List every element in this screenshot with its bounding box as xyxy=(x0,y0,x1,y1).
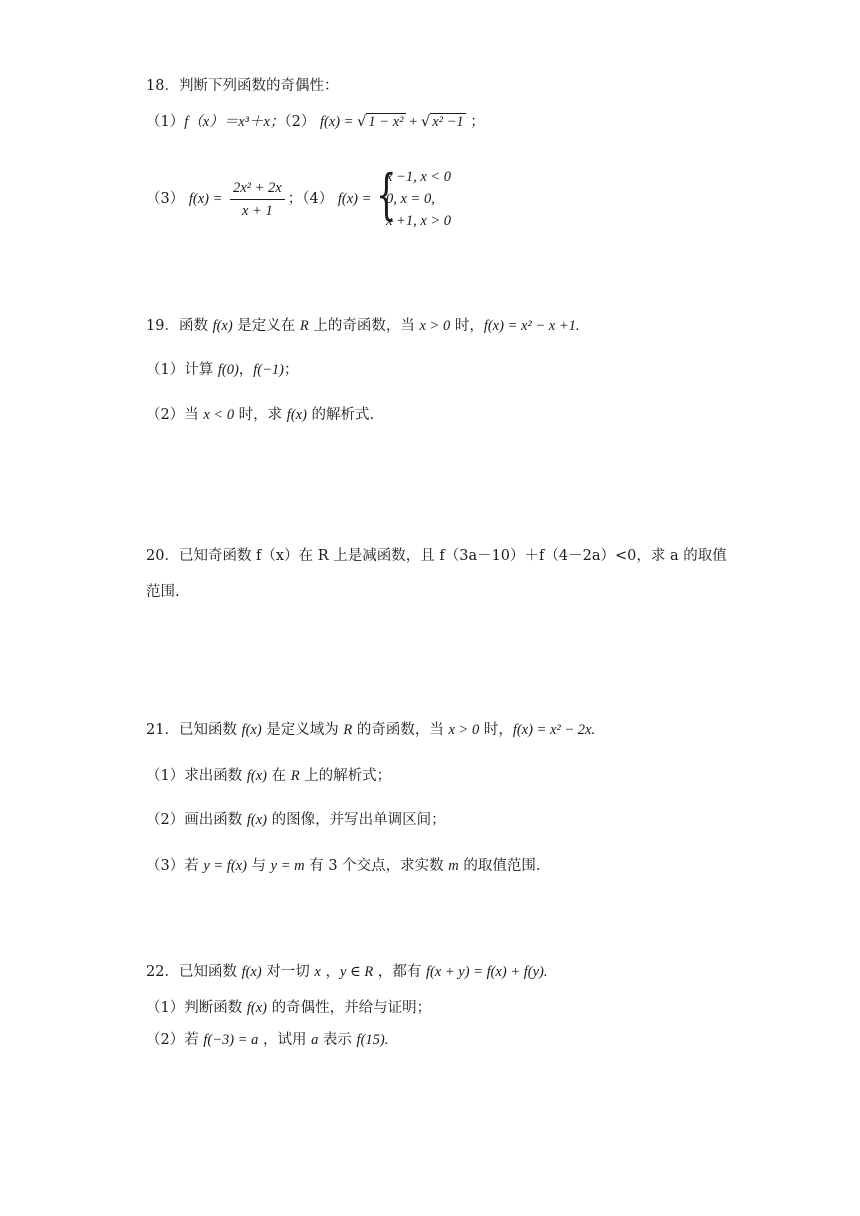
piecewise-function: { x −1, x < 0 0, x = 0, x +1, x > 0 xyxy=(375,163,452,229)
q19-part-2: （2）当 x < 0 时，求 f(x) 的解析式. xyxy=(146,407,375,423)
q22-stem: 22．已知函数 f(x) 对一切 x ，y ∈ R ，都有 f(x + y) = f(x) + f(y). xyxy=(146,964,548,980)
q18-parts-3-4: （3） f(x) = $\frac{\text{2x² + 2x}}{x + 1}$ ；（4） f(x) = { x −1, x < 0 0, x = 0, x +1, x > 0 xyxy=(146,166,451,232)
q22-part-1: （1）判断函数 f(x) 的奇偶性，并给与证明； xyxy=(146,1000,432,1016)
q21-part-1: （1）求出函数 f(x) 在 R 上的解析式； xyxy=(146,768,392,784)
q20-line-1: 20．已知奇函数 f（x）在 R 上是减函数，且 f（3a－10）＋f（4－2a）<0，求 a 的取值 xyxy=(146,548,727,564)
q22-part-2: （2）若 f(−3) = a ，试用 a 表示 f(15). xyxy=(146,1032,389,1048)
q19-part-1: （1）计算 f(0)，f(−1)； xyxy=(146,362,299,378)
sqrt-term-2: √ x² −1 xyxy=(420,114,464,130)
left-brace-icon: { xyxy=(375,163,397,226)
q21-part-2: （2）画出函数 f(x) 的图像，并写出单调区间； xyxy=(146,812,446,828)
q18-stem: 18．判断下列函数的奇偶性： xyxy=(146,78,339,94)
fraction: $\frac{\text{2x² + 2x}}{x + 1}$ xyxy=(230,177,285,222)
q20-line-2: 范围. xyxy=(146,584,180,600)
q19-stem: 19．函数 f(x) 是定义在 R 上的奇函数，当 x > 0 时，f(x) = x² − x +1. xyxy=(146,318,580,334)
sqrt-term-1: √ 1 − x² xyxy=(357,114,404,130)
q21-stem: 21．已知函数 f(x) 是定义域为 R 的奇函数，当 x > 0 时，f(x) = x² − 2x. xyxy=(146,722,596,738)
q18-parts-1-2: （1）f（x）＝x³＋x；（2） f(x) = √ 1 − x² + √ x² −1 ； xyxy=(146,114,485,130)
q21-part-3: （3）若 y = f(x) 与 y = m 有 3 个交点，求实数 m 的取值范围. xyxy=(146,858,541,874)
